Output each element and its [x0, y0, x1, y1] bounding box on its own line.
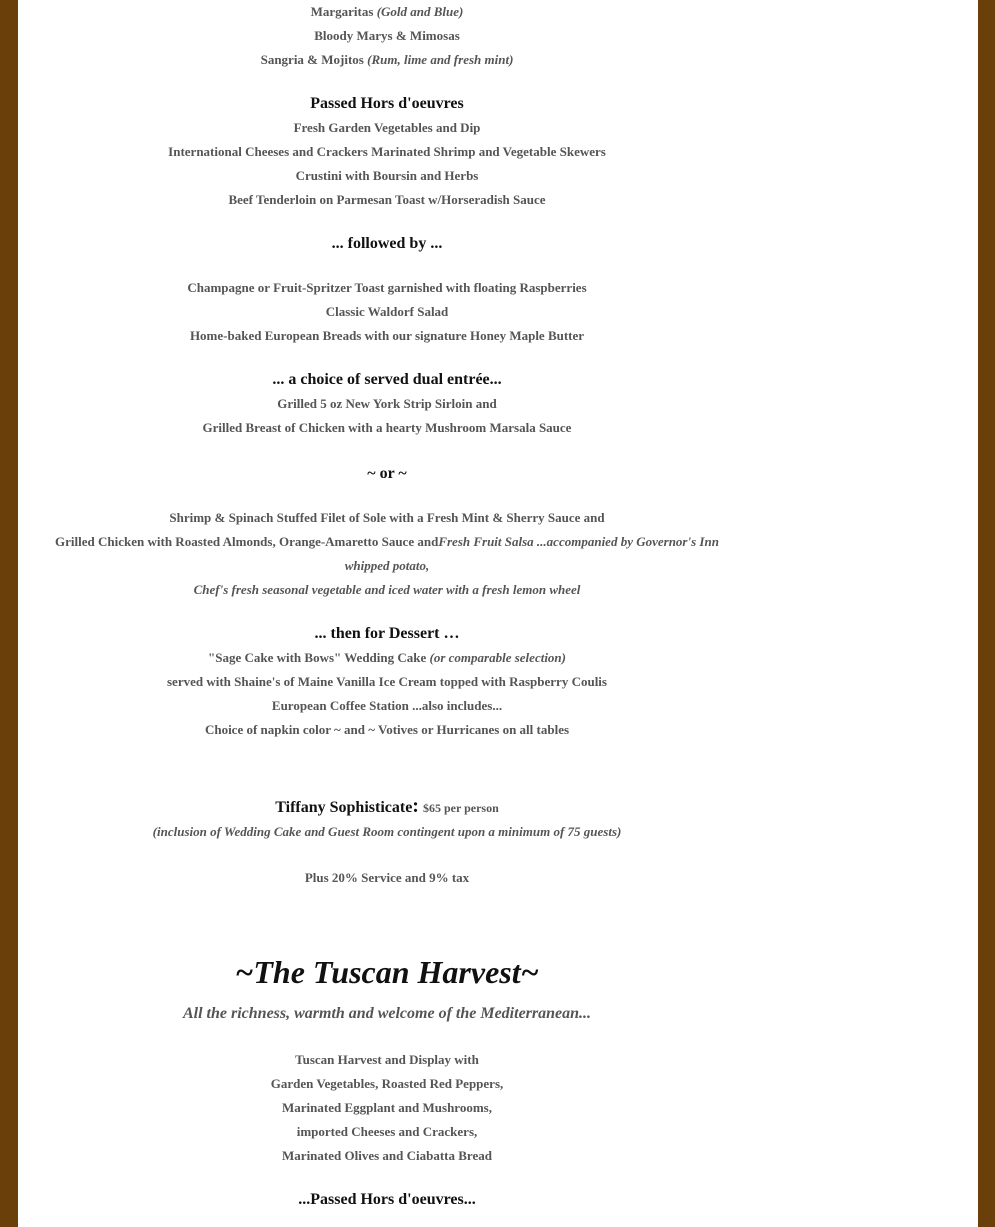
menu-item: Grilled Breast of Chicken with a hearty Mushroom Marsala Sauce — [202, 420, 572, 435]
menu-item-note: (or comparable selection) — [429, 650, 566, 665]
menu-item: Choice of napkin color ~ and ~ Votives or Hurricanes on all tables — [204, 722, 570, 737]
section-heading: ... then for Dessert … — [314, 625, 460, 642]
bar-item-note: (Rum, lime and fresh mint) — [367, 52, 514, 67]
bar-item-text: Sangria & Mojitos — [260, 52, 368, 67]
bar-item: Bloody Marys & Mimosas — [314, 28, 460, 43]
package-title: ~The Tuscan Harvest~ — [235, 954, 539, 990]
menu-column — [18, 0, 756, 1212]
package-price: $65 per person — [422, 801, 499, 815]
or-divider: ~ or ~ — [367, 465, 407, 482]
menu-item-text: "Sage Cake with Bows" Wedding Cake — [208, 650, 430, 665]
bar-item-note: (Gold and Blue) — [376, 4, 464, 19]
menu-item: imported Cheeses and Crackers, — [296, 1124, 478, 1139]
package-colon: : — [412, 795, 419, 817]
page — [18, 0, 978, 1227]
menu-item: Grilled 5 oz New York Strip Sirloin and — [277, 396, 497, 411]
menu-item: whipped potato, — [344, 558, 430, 573]
package-tagline: All the richness, warmth and welcome of the Mediterranean... — [182, 1005, 592, 1022]
package-name: Tiffany Sophisticate — [275, 799, 413, 816]
menu-item: Champagne or Fruit-Spritzer Toast garnished with floating Raspberries — [187, 280, 587, 295]
section-heading: ... followed by ... — [331, 235, 443, 252]
bar-item-text: Margaritas — [310, 4, 377, 19]
menu-item: Classic Waldorf Salad — [325, 304, 449, 319]
menu-item: International Cheeses and Crackers Marinated Shrimp and Vegetable Skewers — [168, 144, 606, 159]
menu-item: European Coffee Station ...also includes... — [271, 698, 503, 713]
section-heading: ... a choice of served dual entrée... — [272, 371, 502, 388]
package-line — [18, 794, 756, 820]
section-heading: ...Passed Hors d'oeuvres... — [298, 1191, 476, 1208]
menu-item — [18, 530, 756, 554]
menu-item: Chef's fresh seasonal vegetable and iced water with a fresh lemon wheel — [193, 582, 581, 597]
menu-item: Beef Tenderloin on Parmesan Toast w/Horseradish Sauce — [228, 192, 546, 207]
package-note: (inclusion of Wedding Cake and Guest Room contingent upon a minimum of 75 guests) — [152, 824, 622, 839]
section-heading: Passed Hors d'oeuvres — [310, 95, 464, 112]
menu-item: Marinated Olives and Ciabatta Bread — [282, 1148, 492, 1163]
menu-item-text: Grilled Chicken with Roasted Almonds, Orange-Amaretto Sauce and — [55, 534, 439, 549]
bar-item — [18, 48, 756, 72]
bar-item — [18, 0, 756, 24]
menu-item: Home-baked European Breads with our signature Honey Maple Butter — [189, 328, 585, 343]
menu-item — [18, 646, 756, 670]
menu-item: Crustini with Boursin and Herbs — [295, 168, 479, 183]
service-charge: Plus 20% Service and 9% tax — [304, 870, 470, 885]
menu-item: served with Shaine's of Maine Vanilla Ice Cream topped with Raspberry Coulis — [167, 674, 607, 689]
menu-item: Fresh Garden Vegetables and Dip — [293, 120, 481, 135]
menu-item: Garden Vegetables, Roasted Red Peppers, — [270, 1076, 504, 1091]
menu-item: Tuscan Harvest and Display with — [295, 1052, 479, 1067]
menu-item-note: Fresh Fruit Salsa ...accompanied by Governor's Inn — [438, 534, 719, 549]
menu-item: Marinated Eggplant and Mushrooms, — [282, 1100, 492, 1115]
menu-item: Shrimp & Spinach Stuffed Filet of Sole with a Fresh Mint & Sherry Sauce and — [169, 510, 605, 525]
